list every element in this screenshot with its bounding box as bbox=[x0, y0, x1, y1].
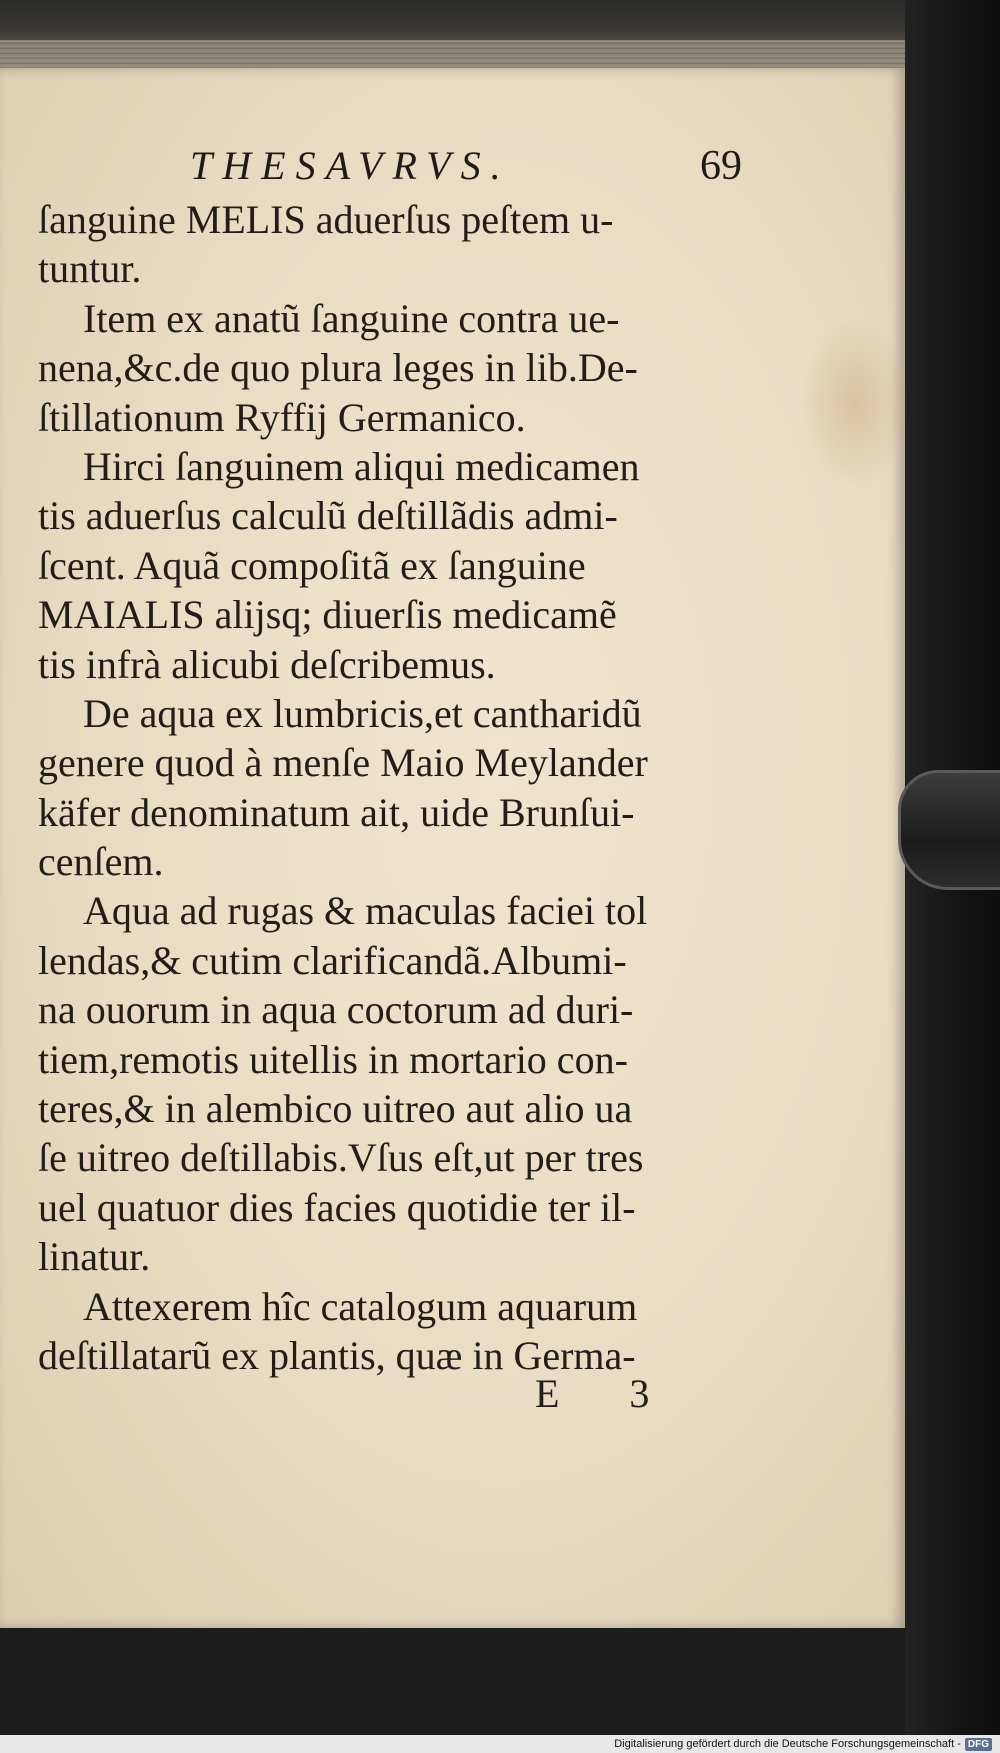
text-line: tis aduerſus calculũ deſtillãdis admi- bbox=[38, 493, 618, 539]
text-line: cenſem. bbox=[38, 839, 164, 885]
text-line: nena,&c.de quo plura leges in lib.De- bbox=[38, 345, 638, 391]
text-line: Attexerem hîc catalogum aquarum bbox=[83, 1283, 638, 1329]
running-head: THESAVRVS. bbox=[190, 143, 511, 188]
text-line: tuntur. bbox=[38, 246, 142, 292]
text-line: deſtillatarũ ex plantis, quæ in Germa- bbox=[38, 1332, 636, 1378]
credit-text: Digitalisierung gefördert durch die Deutsche Forschungsgemeinschaft - bbox=[614, 1738, 961, 1750]
text-line: De aqua ex lumbricis,et cantharidũ bbox=[83, 690, 642, 736]
text-line: ſcent. Aquã compoſitã ex ſanguine bbox=[38, 542, 586, 588]
text-line: ſe uitreo deſtillabis.Vſus eſt,ut per tres bbox=[38, 1135, 644, 1181]
dfg-logo: DFG bbox=[965, 1738, 992, 1751]
text-line: tiem,remotis uitellis in mortario con- bbox=[38, 1036, 628, 1082]
page-number: 69 bbox=[700, 143, 742, 189]
text-line: ſtillationum Ryffij Germanico. bbox=[38, 394, 526, 440]
text-line: na ouorum in aqua coctorum ad duri- bbox=[38, 987, 634, 1033]
digitization-credit bbox=[614, 1735, 992, 1753]
text-line: tis infrà alicubi deſcribemus. bbox=[38, 641, 496, 687]
text-line: genere quod à menſe Maio Meylander bbox=[38, 740, 648, 786]
paper-stain bbox=[800, 318, 910, 488]
page-stack-edge bbox=[0, 40, 905, 68]
body-text bbox=[38, 195, 748, 1380]
printer-signature: E 3 bbox=[535, 1371, 680, 1416]
text-line: uel quatuor dies facies quotidie ter il- bbox=[38, 1184, 636, 1230]
text-line: MAIALIS alijsq; diuerſis medicamẽ bbox=[38, 592, 617, 638]
text-line: linatur. bbox=[38, 1234, 151, 1280]
text-line: käfer denominatum ait, uide Brunſui- bbox=[38, 789, 635, 835]
page-clip bbox=[898, 770, 1000, 890]
text-line: Aqua ad rugas & maculas faciei tol bbox=[83, 888, 648, 934]
text-line: Item ex anatũ ſanguine contra ue- bbox=[83, 295, 620, 341]
text-line: Hirci ſanguinem aliqui medicamen bbox=[83, 443, 640, 489]
text-line: lendas,& cutim clarificandã.Albumi- bbox=[38, 937, 627, 983]
text-line: ſanguine MELIS aduerſus peſtem u- bbox=[38, 197, 614, 242]
text-line: teres,& in alembico uitreo aut alio ua bbox=[38, 1086, 633, 1132]
